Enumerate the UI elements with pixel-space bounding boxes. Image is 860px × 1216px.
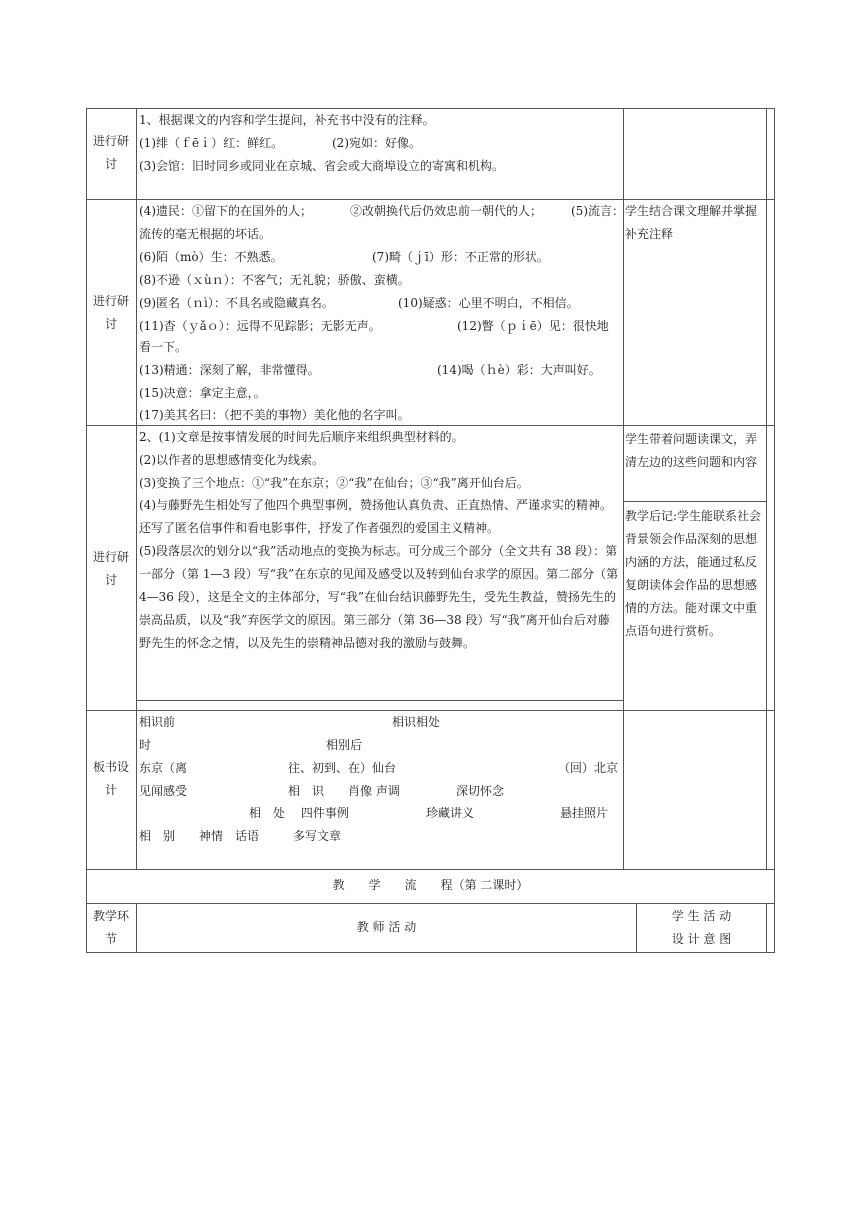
row2-note: 学生结合课文理解并掌握补充注释 <box>625 204 758 241</box>
board-item: 悬挂照片 <box>560 806 609 820</box>
row3-line-5: (5)段落层次的划分以“我”活动地点的变换为标志。可分成三个部分（全文共有 38 段）：第一部分（第 1—3 段）写“我”在东京的见闻及感受以及转到仙台求学的原因。第二部分（第 4—36 段），这是全文的主体部分，写“我”在仙台结识藤野先生，受先生教益，赞扬先生的崇高品质，以及“我”弃医学文的原因。第三部分（第 36—38 段）写“我”离开仙台后对藤野先生的怀念之情，以及先生的崇精神品德对我的激励与鼓舞。 <box>139 544 619 650</box>
header-teaching-stage: 教学环节 <box>92 909 129 946</box>
row2-line-1: (4)遗民：①留下的在国外的人； <box>139 204 312 218</box>
board-item: 相别后 <box>326 738 363 752</box>
row2-line-6: (7)畸（ｊī）形：不正常的形状。 <box>372 250 549 264</box>
row2-line-8: (9)匿名（ｎì）：不具名或隐藏真名。 <box>139 296 334 310</box>
row2-line-9: (10)疑惑：心里不明白，不相信。 <box>398 296 579 310</box>
header-design-intent: 设 计 意 图 <box>671 932 732 946</box>
flow-title: 教 学 流 程（第 二课时） <box>332 878 529 892</box>
row3-note-1: 学生带着问题读课文，弄清左边的这些问题和内容 <box>625 432 758 469</box>
row2-line-16: (17)美其名曰：（把不美的事物）美化他的名字叫。 <box>139 408 410 422</box>
board-item: （回）北京 <box>558 761 619 775</box>
row3-line-3: (3)变换了三个地点：①“我”在东京；②“我”在仙台；③“我”离开仙台后。 <box>139 476 529 490</box>
row2-line-15: (15)决意：拿定主意，。 <box>139 386 266 400</box>
board-item: 相 处 四件事例 <box>249 806 349 820</box>
board-item: 珍藏讲义 <box>426 806 475 820</box>
row2-line-4: 流传的毫无根据的坏话。 <box>139 227 272 241</box>
row3-label: 进行研讨 <box>92 550 129 587</box>
row3-line-4: (4)与藤野先生相处写了他四个典型事例，赞扬他认真负责、正直热情、严谨求实的精神。还写了匿名信事件和看电影事件，抒发了作者强烈的爱国主义精神。 <box>139 498 613 535</box>
board-item: 相 识 肖像 声调 <box>288 784 400 798</box>
row1-line-3: (2)宛如：好像。 <box>332 136 421 150</box>
row1-line-2: (1)绯（ｆēｉ）红：鲜红。 <box>139 136 284 150</box>
row2-line-3: (5)流言： <box>571 204 624 218</box>
board-item: 东京（离 <box>139 761 188 775</box>
header-teacher-activity: 教 师 活 动 <box>356 920 417 934</box>
board-item: 相识前 <box>139 715 176 729</box>
board-item: 往、初到、在）仙台 <box>288 761 397 775</box>
board-item: 见闻感受 <box>139 784 188 798</box>
board-item: 相识相处 <box>392 715 441 729</box>
row2-line-12: 看一下。 <box>139 340 188 354</box>
row2-line-11: (12)瞥（ｐｉē）见：很快地 <box>457 319 609 333</box>
row3-line-2: (2)以作者的思想感情变化为线索。 <box>139 453 324 467</box>
row2-line-5: (6)陌（mò）生：不熟悉。 <box>139 250 283 264</box>
board-item: 相 别 神情 话语 <box>139 829 260 843</box>
row1-line-4: (3)会馆：旧时同乡或同业在京城、省会或大商埠设立的寄寓和机构。 <box>139 159 505 173</box>
row2-label: 进行研讨 <box>92 294 129 331</box>
row3-line-1: 2、(1)文章是按事情发展的时间先后顺序来组织典型材料的。 <box>139 430 464 444</box>
row1-label: 进行研讨 <box>92 134 129 171</box>
board-item: 时 <box>139 738 152 752</box>
row2-line-14: (14)喝（ｈè）彩：大声叫好。 <box>437 363 601 377</box>
row1-line-1: 1、根据课文的内容和学生提问，补充书中没有的注释。 <box>139 113 435 127</box>
board-item: 深切怀念 <box>456 784 505 798</box>
row2-line-13: (13)精通：深刻了解，非常懂得。 <box>139 363 320 377</box>
board-item: 多写文章 <box>293 829 342 843</box>
row4-label: 板书设计 <box>92 760 129 797</box>
row2-line-7: (8)不逊（ｘùｎ）：不客气；无礼貌；骄傲、蛮横。 <box>139 273 410 287</box>
row2-line-2: ②改朝换代后仍效忠前一朝代的人； <box>350 204 543 218</box>
row2-line-10: (11)杳（ｙǎｏ）：远得不见踪影；无影无声。 <box>139 319 381 333</box>
row3-note-2: 教学后记:学生能联系社会背景领会作品深刻的思想内涵的方法，能通过私反复朗读体会作品的思想感情的方法。能对课文中重点语句进行赏析。 <box>625 509 762 638</box>
header-student-activity: 学 生 活 动 <box>671 909 732 923</box>
